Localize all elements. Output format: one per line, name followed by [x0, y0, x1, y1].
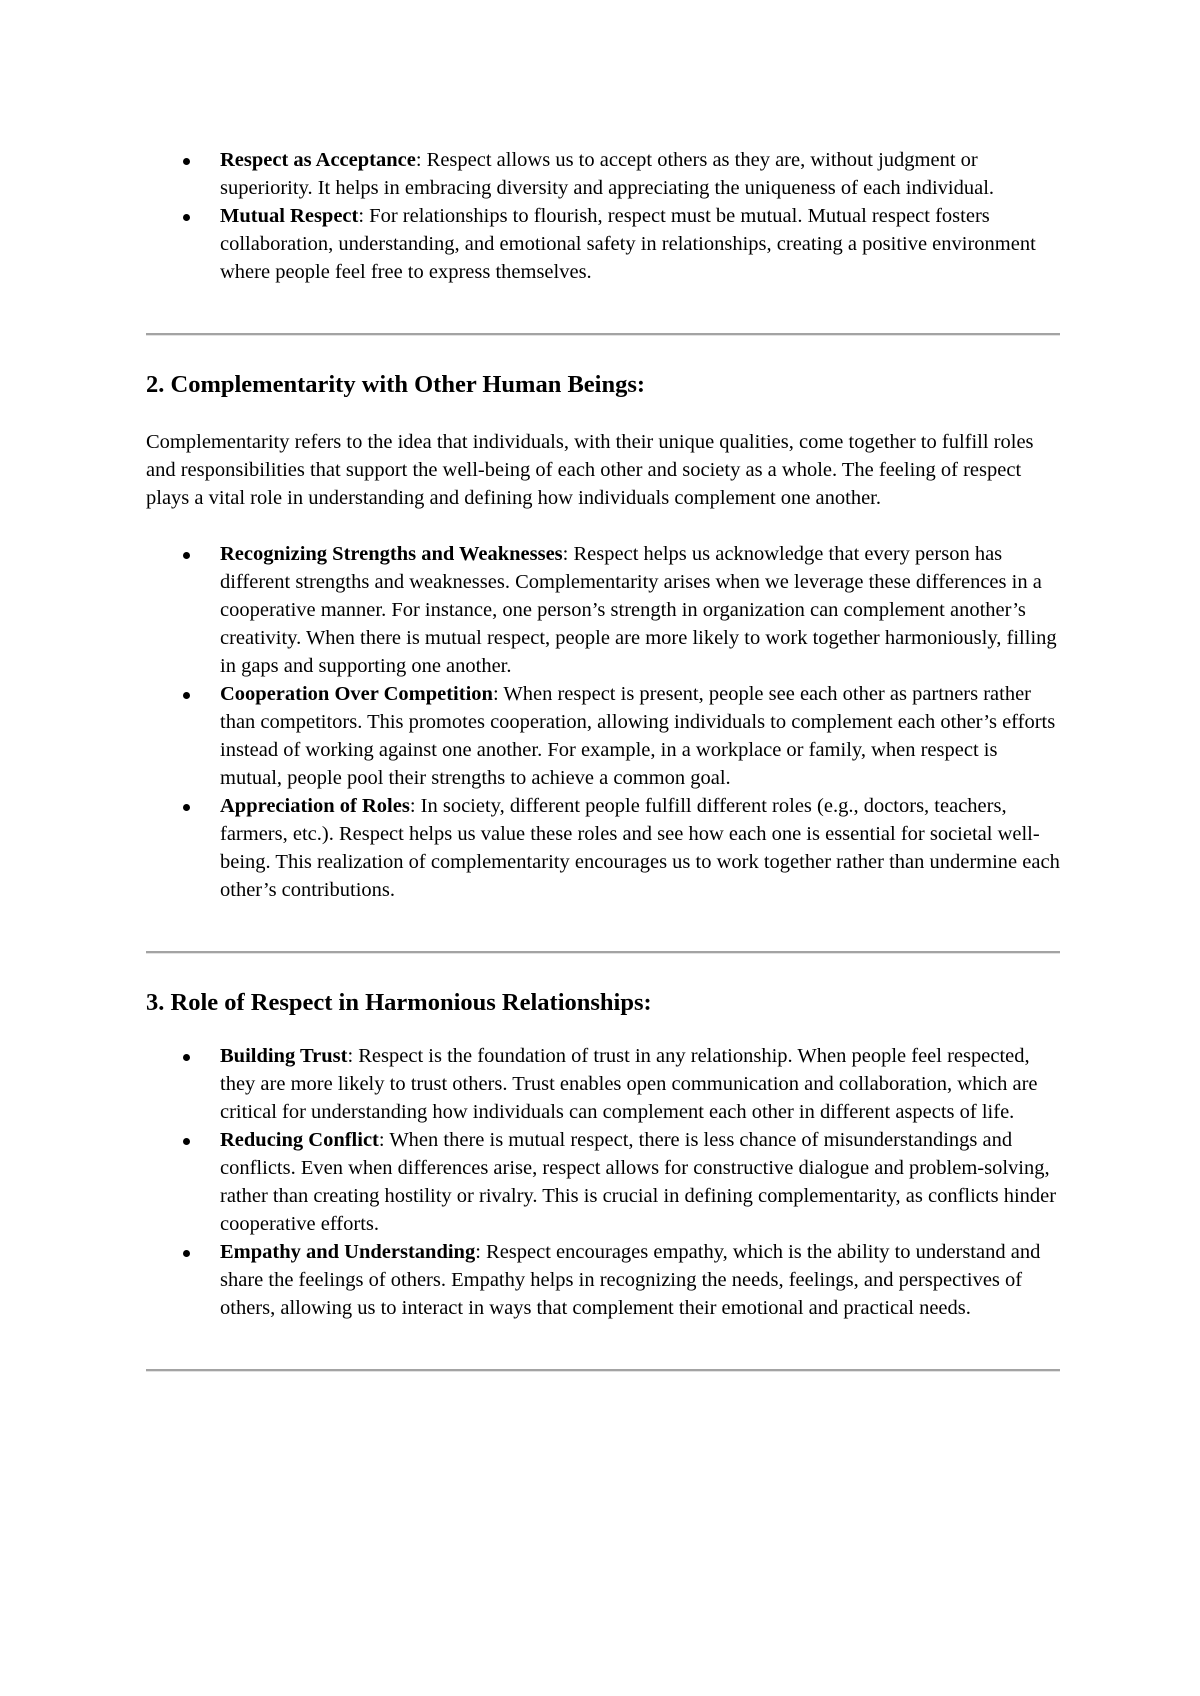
list-item [220, 792, 1060, 904]
bullet-term: Building Trust [220, 1045, 348, 1067]
bullet-icon [183, 552, 190, 559]
intro-bullet-list [146, 146, 1060, 286]
list-item [220, 202, 1060, 286]
section-2-heading: 2. Complementarity with Other Human Beings: [146, 371, 646, 398]
list-item [220, 1238, 1060, 1322]
list-item [220, 1126, 1060, 1238]
list-item [220, 1042, 1060, 1126]
bullet-icon [183, 1138, 190, 1145]
bullet-text: : When respect is present, people see each other as partners rather than competitors. This promotes cooperation, allowing individuals to complement each other’s efforts instead of working against one another. For example, in a workplace or family, when respect is mutual, people pool their strengths to achieve a common goal. [220, 683, 1056, 789]
section-2-bullet-list [146, 540, 1060, 904]
bullet-term: Reducing Conflict [220, 1129, 379, 1151]
bullet-text: : When there is mutual respect, there is less chance of misunderstandings and conflicts. Even when differences arise, respect allows for constructive dialogue and problem-solving, rather than creating hostility or rivalry. This is crucial in defining complementarity, as conflicts hinder cooperative efforts. [220, 1129, 1057, 1235]
bullet-icon [183, 804, 190, 811]
document-content [146, 146, 1060, 1372]
section-divider [146, 1369, 1060, 1372]
bullet-text: : Respect helps us acknowledge that every person has different strengths and weaknesses. Complementarity arises when we leverage these differences in a cooperative manner. For instance, one person’s strength in organization can complement another’s creativity. When there is mutual respect, people are more likely to work together harmoniously, filling in gaps and supporting one another. [220, 543, 1057, 677]
section-3-bullet-list [146, 1042, 1060, 1322]
bullet-icon [183, 692, 190, 699]
bullet-text: : For relationships to flourish, respect must be mutual. Mutual respect fosters collaboration, understanding, and emotional safety in relationships, creating a positive environment where people feel free to express themselves. [220, 205, 1036, 283]
bullet-term: Cooperation Over Competition [220, 683, 493, 705]
bullet-term: Respect as Acceptance [220, 149, 416, 171]
list-item [220, 680, 1060, 792]
bullet-icon [183, 158, 190, 165]
bullet-icon [183, 1054, 190, 1061]
bullet-term: Recognizing Strengths and Weaknesses [220, 543, 563, 565]
bullet-text: : In society, different people fulfill different roles (e.g., doctors, teachers, farmers, etc.). Respect helps us value these roles and see how each one is essential for societal well-being. This realization of complementarity encourages us to work together rather than undermine each other’s contributions. [220, 795, 1060, 901]
bullet-text: : Respect encourages empathy, which is the ability to understand and share the feelings of others. Empathy helps in recognizing the needs, feelings, and perspectives of others, allowing us to interact in ways that complement their emotional and practical needs. [220, 1241, 1041, 1319]
bullet-term: Mutual Respect [220, 205, 359, 227]
list-item [220, 146, 1060, 202]
bullet-term: Empathy and Understanding [220, 1241, 476, 1263]
bullet-icon [183, 214, 190, 221]
bullet-text: : Respect is the foundation of trust in any relationship. When people feel respected, they are more likely to trust others. Trust enables open communication and collaboration, which are critical for understanding how individuals can complement each other in different aspects of life. [220, 1045, 1038, 1123]
bullet-term: Appreciation of Roles [220, 795, 410, 817]
bullet-text: : Respect allows us to accept others as they are, without judgment or superiority. It helps in embracing diversity and appreciating the uniqueness of each individual. [220, 149, 995, 199]
section-2-paragraph: Complementarity refers to the idea that individuals, with their unique qualities, come together to fulfill roles and responsibilities that support the well-being of each other and society as a whole. The feeling of respect plays a vital role in understanding and defining how individuals complement one another. [146, 431, 1034, 509]
section-3-heading: 3. Role of Respect in Harmonious Relationships: [146, 989, 652, 1016]
bullet-icon [183, 1250, 190, 1257]
list-item [220, 540, 1060, 680]
